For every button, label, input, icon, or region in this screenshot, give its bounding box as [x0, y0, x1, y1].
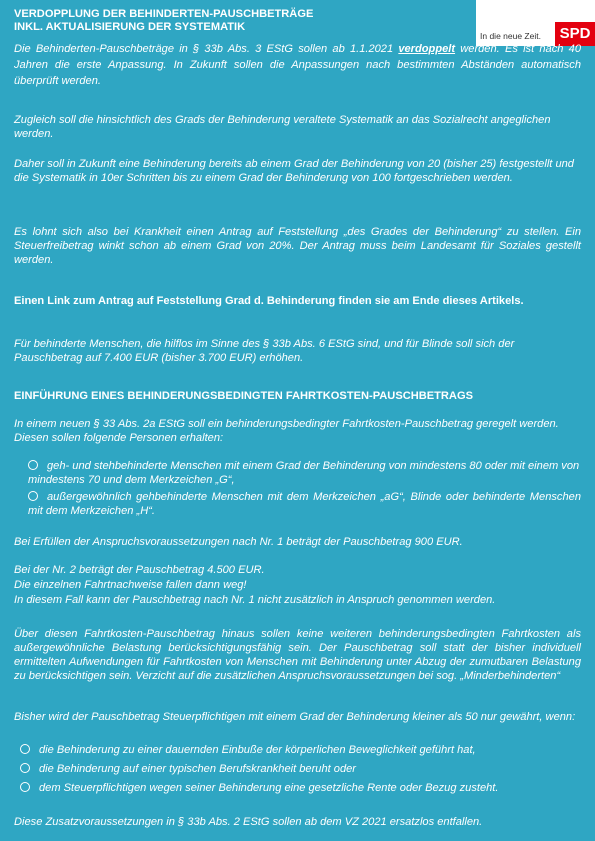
- bullet-circle-icon: [28, 460, 38, 470]
- paragraph-nr2-line2: Die einzelnen Fahrtnachweise fallen dann weg!: [14, 579, 247, 591]
- paragraph-link-hint: Einen Link zum Antrag auf Feststellung Grad d. Behinderung finden sie am Ende dieses Artikels.: [14, 295, 524, 307]
- bullet-circle-icon: [28, 491, 38, 501]
- list-item: die Behinderung auf einer typischen Berufskrankheit beruht oder: [20, 762, 581, 776]
- paragraph-long: Über diesen Fahrtkosten-Pauschbetrag hinaus sollen keine weiteren behinderungsbedingten Fahrtkosten als außergewöhnliche Belastung berücksichtigungsfähig sein. Der Pauschbetrag soll statt der bisher individuell ermittelten Aufwendungen für Fahrtkosten von Menschen mit Behinderung unter Abzug der zumutbaren Belastung zu berücksichtigen sein. Verzicht auf die zusätzlichen Anspruchsvoraussetzungen bei sog. „Minderbehinderten“: [14, 628, 581, 682]
- paragraph-bisher: Bisher wird der Pauschbetrag Steuerpflichtigen mit einem Grad der Behinderung kleiner als 50 nur gewährt, wenn:: [14, 711, 576, 723]
- paragraph-nr2-line1: Bei der Nr. 2 beträgt der Pauschbetrag 4.500 EUR.: [14, 564, 265, 576]
- paragraph-antrag: Es lohnt sich also bei Krankheit einen Antrag auf Feststellung „des Grades der Behinderung“ zu stellen. Ein Steuerfreibetrag winkt schon ab einem Grad von 20%. Der Antrag muss beim Landesamt für Soziales gestellt werden.: [14, 226, 581, 266]
- paragraph-grad-20: Daher soll in Zukunft eine Behinderung bereits ab einem Grad der Behinderung von 20 (bisher 25) festgestellt und die Systematik in 10er Schritten bis zu einem Grad der Behinderung von 100 fortgeschrieben werden.: [14, 158, 574, 184]
- section2-title: EINFÜHRUNG EINES BEHINDERUNGSBEDINGTEN FAHRTKOSTEN-PAUSCHBETRAGS: [14, 390, 473, 402]
- p1-before: Die Behinderten-Pauschbeträge in § 33b Abs. 3 EStG sollen ab 1.1.2021: [14, 43, 399, 55]
- section1-title-line2: INKL. AKTUALISIERUNG DER SYSTEMATIK: [14, 21, 246, 33]
- paragraph-nr1: Bei Erfüllen der Anspruchsvoraussetzungen nach Nr. 1 beträgt der Pauschbetrag 900 EUR.: [14, 536, 463, 548]
- list-item: dem Steuerpflichtigen wegen seiner Behinderung eine gesetzliche Rente oder Bezug zusteht.: [20, 781, 581, 795]
- logo-brand: SPD: [555, 22, 595, 46]
- paragraph-blinde: Für behinderte Menschen, die hilflos im Sinne des § 33b Abs. 6 EStG sind, und für Blinde soll sich der Pauschbetrag auf 7.400 EUR (bisher 3.700 EUR) erhöhen.: [14, 338, 515, 364]
- section1-title-line1: VERDOPPLUNG DER BEHINDERTEN-PAUSCHBETRÄGE: [14, 8, 314, 20]
- bullet-circle-icon: [20, 744, 30, 754]
- logo-slogan: In die neue Zeit.: [480, 31, 541, 41]
- paragraph-fahrtkosten-intro: In einem neuen § 33 Abs. 2a EStG soll ein behinderungsbedingter Fahrtkosten-Pauschbetrag geregelt werden. Diesen sollen folgende Personen erhalten:: [14, 418, 559, 444]
- bullet-circle-icon: [20, 763, 30, 773]
- list-item: geh- und stehbehinderte Menschen mit einem Grad der Behinderung von mindestens 80 oder mit einem von mindestens 70 und dem Merkzeichen „G“,: [28, 460, 580, 486]
- paragraph-nr2-line3: In diesem Fall kann der Pauschbetrag nach Nr. 1 nicht zusätzlich in Anspruch genommen werden.: [14, 594, 496, 606]
- p1-highlight: verdoppelt: [398, 43, 456, 55]
- bullet-circle-icon: [20, 782, 30, 792]
- list-item: die Behinderung zu einer dauernden Einbuße der körperlichen Beweglichkeit geführt hat,: [20, 743, 581, 757]
- p1-after: werden. Es ist nach 40 Jahren die erste Anpassung. In Zukunft sollen die Anpassungen nach bestimmten Abständen automatisch überprüft werden.: [14, 43, 581, 87]
- paragraph-systematik: Zugleich soll die hinsichtlich des Grads der Behinderung veraltete Systematik an das Sozialrecht angeglichen werden.: [14, 114, 551, 140]
- list-item: außergewöhnlich gehbehinderte Menschen mit dem Merkzeichen „aG“, Blinde oder behinderte Menschen mit dem Merkzeichen „H“.: [28, 491, 581, 517]
- paragraph-final: Diese Zusatzvoraussetzungen in § 33b Abs. 2 EStG sollen ab dem VZ 2021 ersatzlos entfallen.: [14, 816, 483, 828]
- paragraph-verdoppelt: [14, 41, 581, 89]
